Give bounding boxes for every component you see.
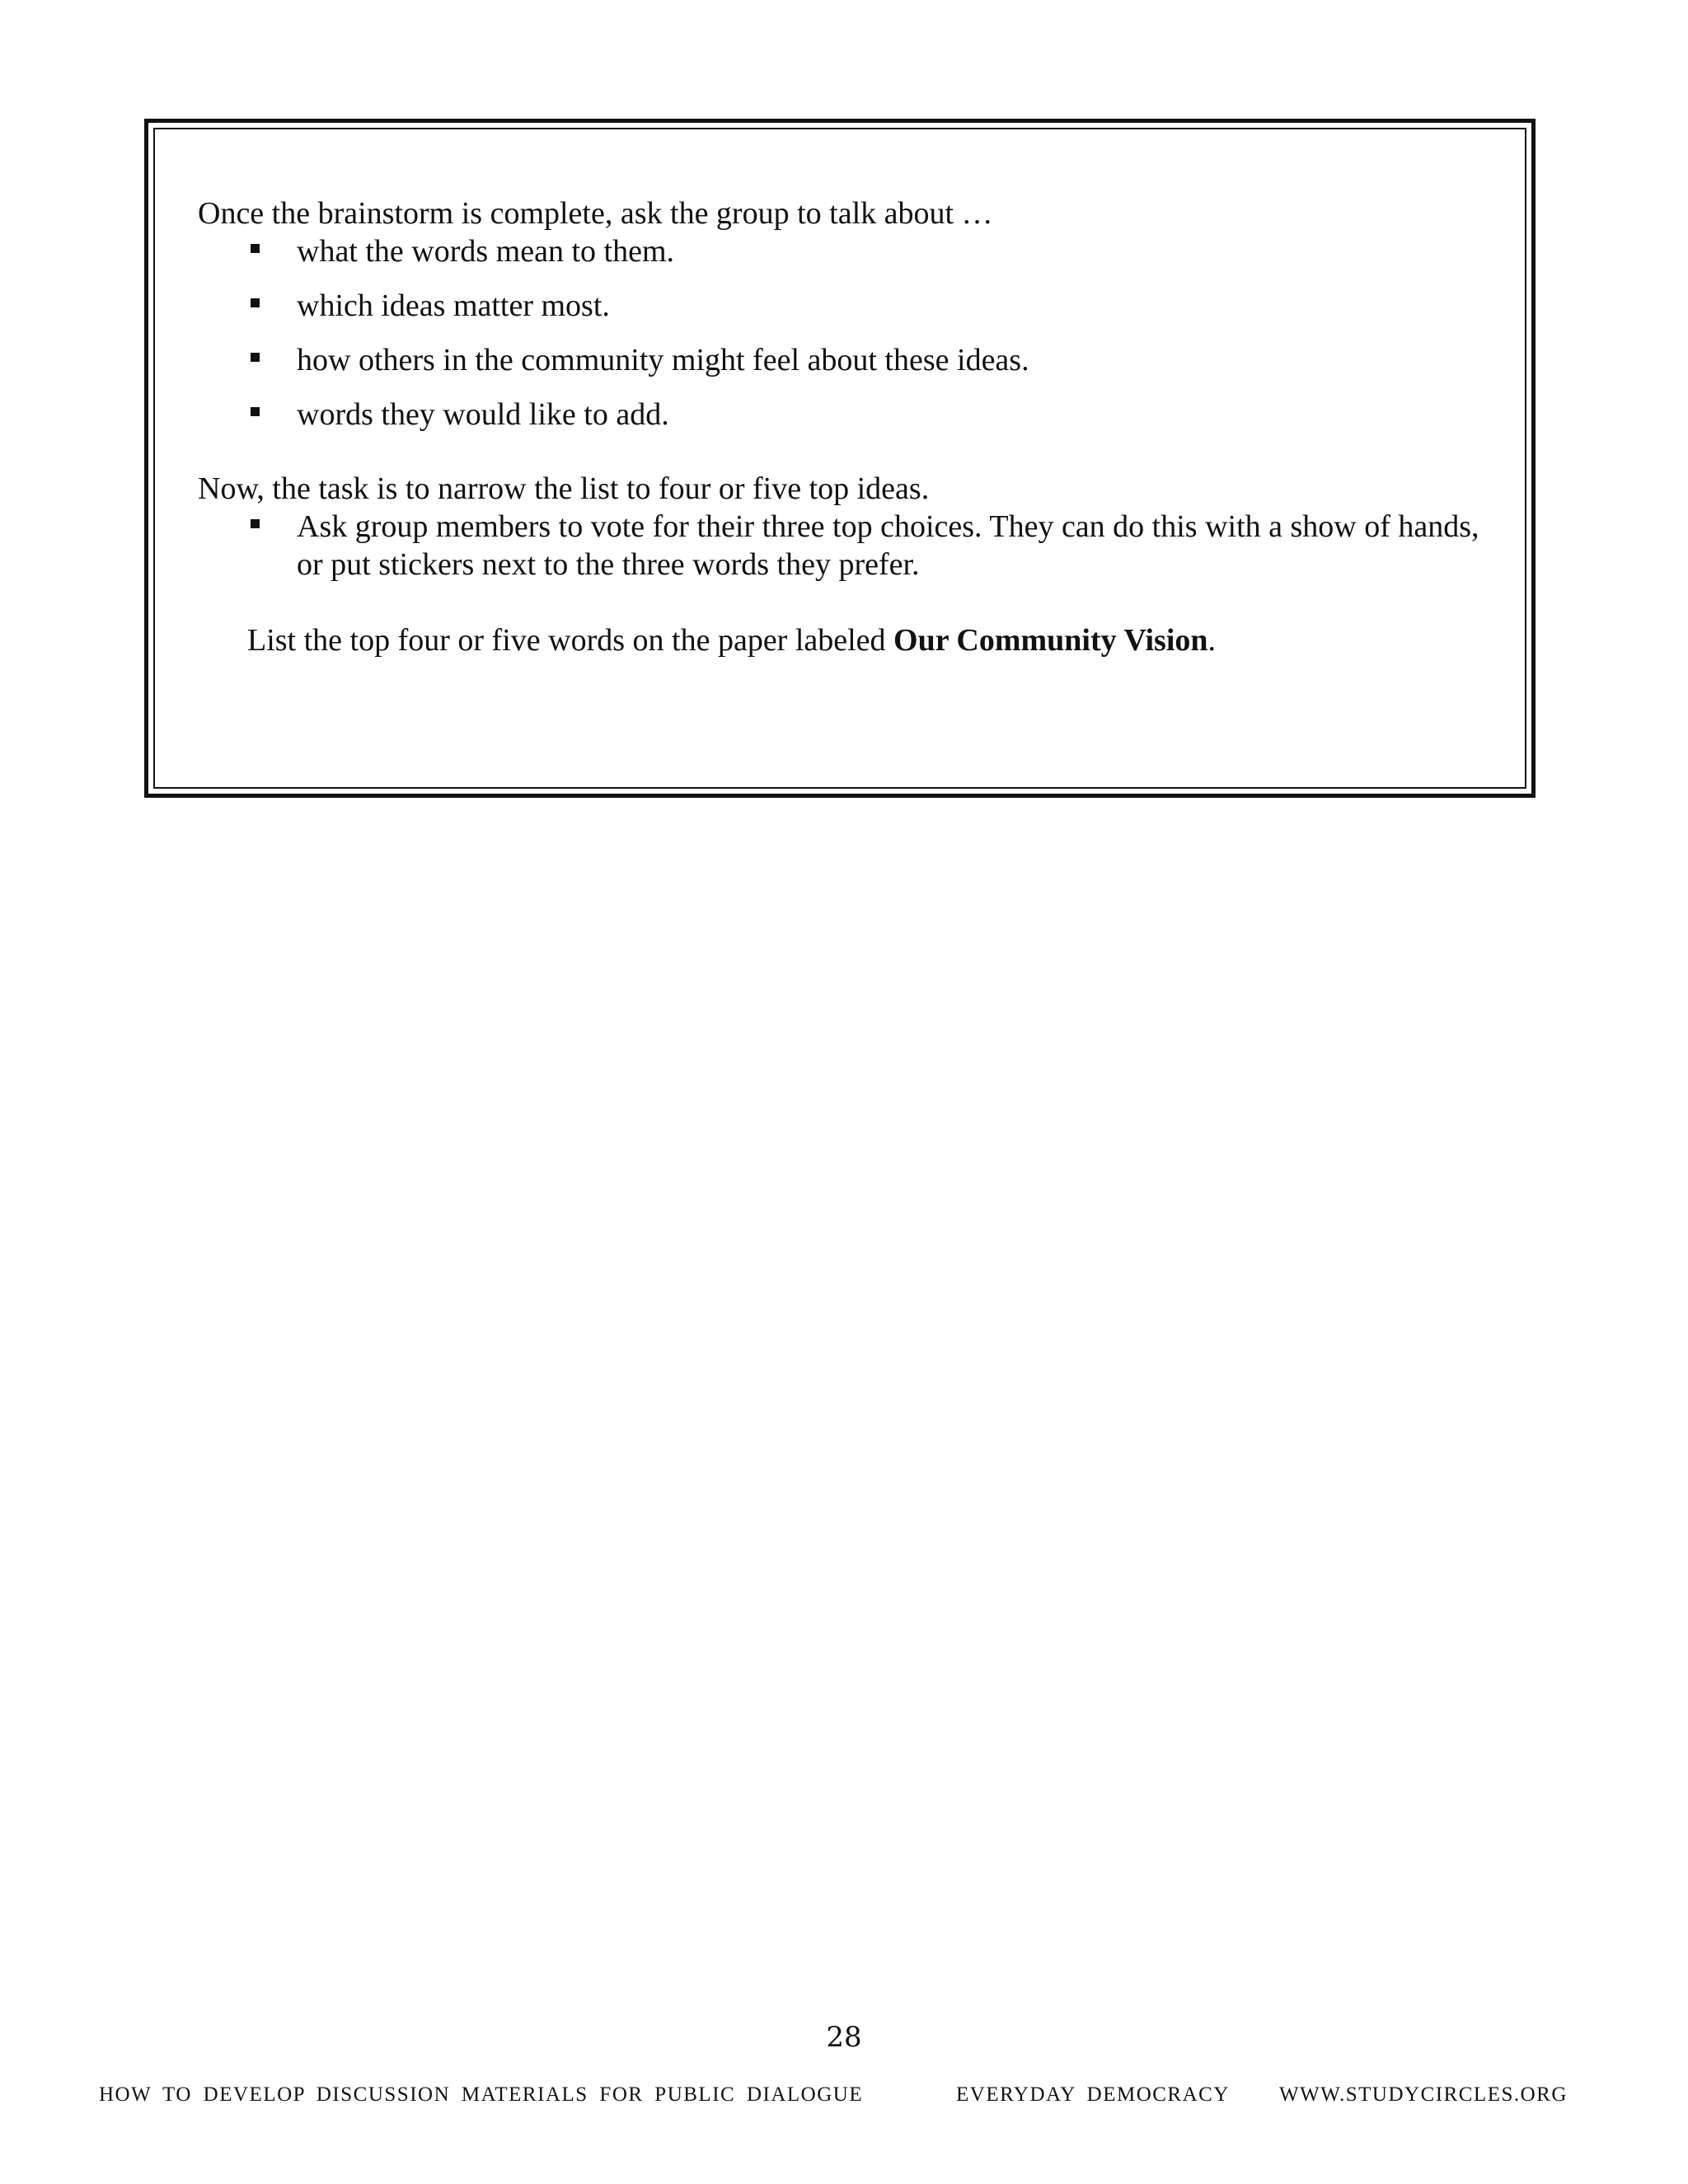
list-item-text: Ask group members to vote for their three top choices. They can do this with a show of hands, or put stickers next to the three words they prefer.	[297, 509, 1479, 582]
page-number: 28	[826, 2021, 862, 2054]
list-item	[198, 287, 1484, 325]
final-instruction	[198, 621, 1484, 659]
list-item	[198, 341, 1484, 379]
spacer	[198, 583, 1484, 621]
narrow-points-list	[198, 508, 1484, 583]
square-bullet-icon	[251, 244, 260, 253]
footer-organization: EVERYDAY DEMOCRACY	[956, 2083, 1230, 2106]
list-item-text: how others in the community might feel about these ideas.	[297, 343, 1029, 377]
footer-document-title: HOW TO DEVELOP DISCUSSION MATERIALS FOR PUBLIC DIALOGUE	[99, 2083, 864, 2106]
list-item-text: words they would like to add.	[297, 397, 669, 432]
square-bullet-icon	[251, 298, 260, 307]
community-vision-label: Our Community Vision	[893, 623, 1208, 658]
spacer	[198, 450, 1484, 470]
discussion-points-list	[198, 232, 1484, 434]
instruction-content	[198, 194, 1484, 659]
list-item-text: which ideas matter most.	[297, 288, 610, 323]
square-bullet-icon	[251, 407, 260, 416]
brainstorm-intro: Once the brainstorm is complete, ask the group to talk about …	[198, 196, 993, 231]
footer-website: WWW.STUDYCIRCLES.ORG	[1279, 2083, 1568, 2106]
square-bullet-icon	[251, 519, 260, 528]
list-item	[198, 508, 1484, 583]
final-instruction-text: List the top four or five words on the paper labeled	[247, 623, 894, 658]
list-item	[198, 232, 1484, 270]
list-item-text: what the words mean to them.	[297, 234, 675, 269]
list-item	[198, 396, 1484, 434]
narrow-intro: Now, the task is to narrow the list to four or five top ideas.	[198, 471, 930, 506]
square-bullet-icon	[251, 353, 260, 362]
final-instruction-end: .	[1207, 623, 1217, 658]
